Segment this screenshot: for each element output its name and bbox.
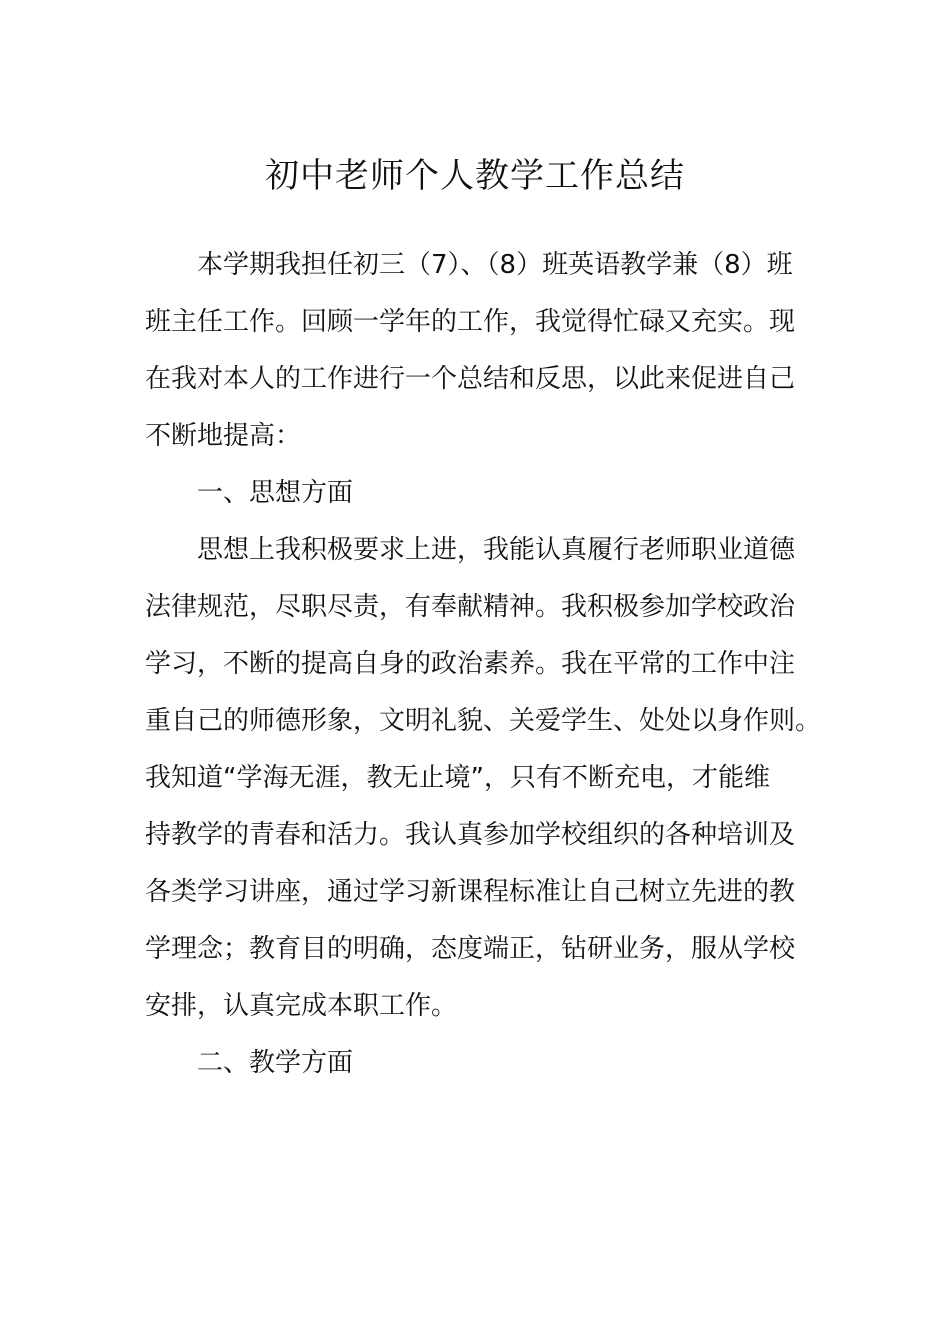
text-line: 安排，认真完成本职工作。	[145, 991, 458, 1021]
document-body	[145, 237, 822, 1092]
text-line: 我知道“学海无涯，教无止境”，只有不断充电，才能维	[145, 763, 770, 793]
text-line: 在我对本人的工作进行一个总结和反思，以此来促进自己	[145, 364, 796, 394]
text-line: 班主任工作。回顾一学年的工作，我觉得忙碌又充实。现	[145, 307, 796, 337]
section-heading: 二、教学方面	[197, 1048, 354, 1078]
text-line: 不断地提高：	[145, 421, 302, 451]
text-line: 学理念；教育目的明确，态度端正，钻研业务，服从学校	[145, 934, 796, 964]
text-line: 持教学的青春和活力。我认真参加学校组织的各种培训及	[145, 820, 796, 850]
text-line: 思想上我积极要求上进，我能认真履行老师职业道德	[197, 535, 796, 565]
text-line: 学习，不断的提高自身的政治素养。我在平常的工作中注	[145, 649, 796, 679]
section-heading: 一、思想方面	[197, 478, 354, 508]
text-line: 法律规范，尽职尽责，有奉献精神。我积极参加学校政治	[145, 592, 796, 622]
text-line: 重自己的师德形象，文明礼貌、关爱学生、处处以身作则。	[145, 706, 822, 736]
text-line: 各类学习讲座，通过学习新课程标准让自己树立先进的教	[145, 877, 796, 907]
document-title: 初中老师个人教学工作总结	[265, 156, 685, 196]
text-line: 本学期我担任初三（7）、（8）班英语教学兼（8）班	[197, 250, 793, 280]
